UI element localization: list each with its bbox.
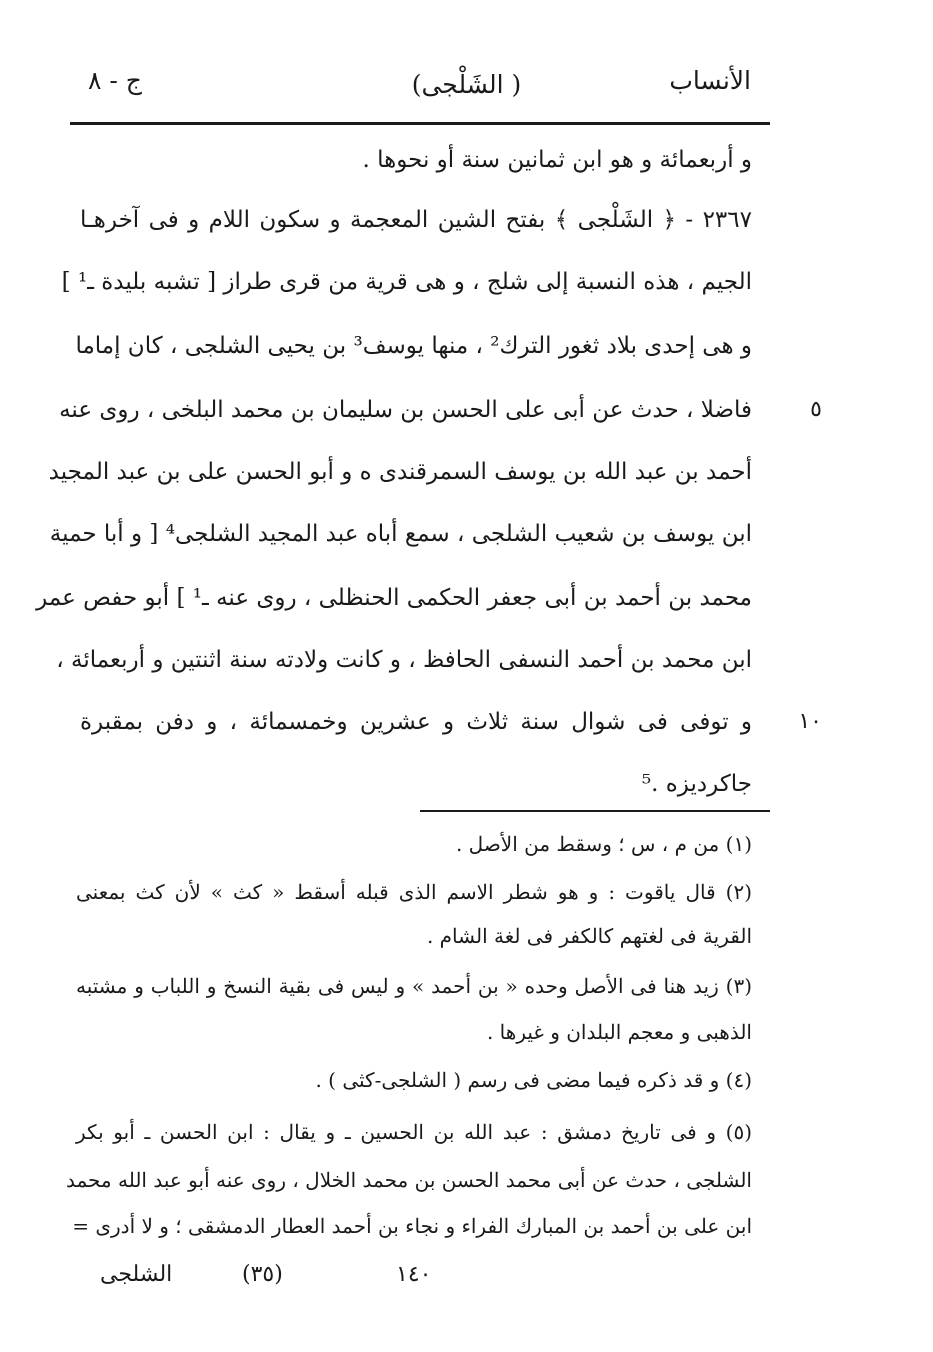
footnote-5-cont-2: ابن على بن أحمد بن المبارك الفراء و نجاء بن أحمد العطار الدمشقى ؛ و لا أدرى = xyxy=(72,1214,752,1238)
footnote-4: (٤) و قد ذكره فيما مضى فى رسم ( الشلجى-كثى ) . xyxy=(315,1068,752,1092)
body-line-4: و هى إحدى بلاد ثغور الترك² ، منها يوسف³ بن يحيى الشلجى ، كان إماما xyxy=(75,333,752,359)
footnote-separator xyxy=(420,810,770,812)
body-line-5: فاضلا ، حدث عن أبى على الحسن بن سليمان بن محمد البلخى ، روى عنه xyxy=(59,397,752,423)
footnote-2: (٢) قال ياقوت : و هو شطر الاسم الذى قبله أسقط « كث » لأن كث بمعنى xyxy=(76,880,752,904)
header-book-title: الأنساب xyxy=(669,66,751,95)
footnote-3: (٣) زيد هنا فى الأصل وحده « بن أحمد » و ليس فى بقية النسخ و اللباب و مشتبه xyxy=(76,974,752,998)
body-line-8: محمد بن أحمد بن أبى جعفر الحكمى الحنظلى ، روى عنه ـ¹ ] أبو حفص عمر xyxy=(36,585,752,611)
body-line-2: ٢٣٦٧ - ﴿ الشَلْجى ﴾ بفتح الشين المعجمة و سكون اللام و فى آخرهـا xyxy=(80,207,752,233)
header-rule xyxy=(70,122,770,125)
body-line-3: الجيم ، هذه النسبة إلى شلج ، و هى قرية من قرى طراز [ تشبه بليدة ـ¹ ] xyxy=(61,269,752,295)
body-line-6: أحمد بن عبد الله بن يوسف السمرقندى ه و أبو الحسن على بن عبد المجيد xyxy=(48,459,752,485)
footer-page-number: ١٤٠ xyxy=(396,1262,432,1287)
header-volume: ج - ٨ xyxy=(88,66,142,95)
body-line-1: و أربعمائة و هو ابن ثمانين سنة أو نحوها . xyxy=(362,147,752,173)
header-center-title: (الشَلْجى ) xyxy=(411,70,522,99)
footnote-5-cont-1: الشلجى ، حدث عن أبى محمد الحسن بن محمد الخلال ، روى عنه أبو عبد الله محمد xyxy=(65,1168,752,1192)
footer-sheet-number: (٣٥) xyxy=(242,1262,283,1287)
footnote-2-cont: القرية فى لغتهم كالكفر فى لغة الشام . xyxy=(426,924,752,948)
footnote-5: (٥) و فى تاريخ دمشق : عبد الله بن الحسين ـ و يقال : ابن الحسن ـ أبو بكر xyxy=(76,1120,752,1144)
body-line-9: ابن محمد بن أحمد النسفى الحافظ ، و كانت ولادته سنة اثنتين و أربعمائة ، xyxy=(56,647,752,673)
body-line-7: ابن يوسف بن شعيب الشلجى ، سمع أباه عبد المجيد الشلجى⁴ [ و أبا حمية xyxy=(49,521,752,547)
footnote-3-cont: الذهبى و معجم البلدان و غيرها . xyxy=(486,1020,752,1044)
footnote-1: (١) من م ، س ؛ وسقط من الأصل . xyxy=(455,832,752,856)
line-number-10: ١٠ xyxy=(798,709,822,734)
body-line-11: جاكرديزه .⁵ xyxy=(641,771,752,797)
footer-signature: الشلجى xyxy=(100,1262,173,1287)
line-number-5: ٥ xyxy=(810,397,822,422)
body-line-10: و توفى فى شوال سنة ثلاث و عشرين وخمسمائة ، و دفن بمقبرة xyxy=(80,709,752,735)
